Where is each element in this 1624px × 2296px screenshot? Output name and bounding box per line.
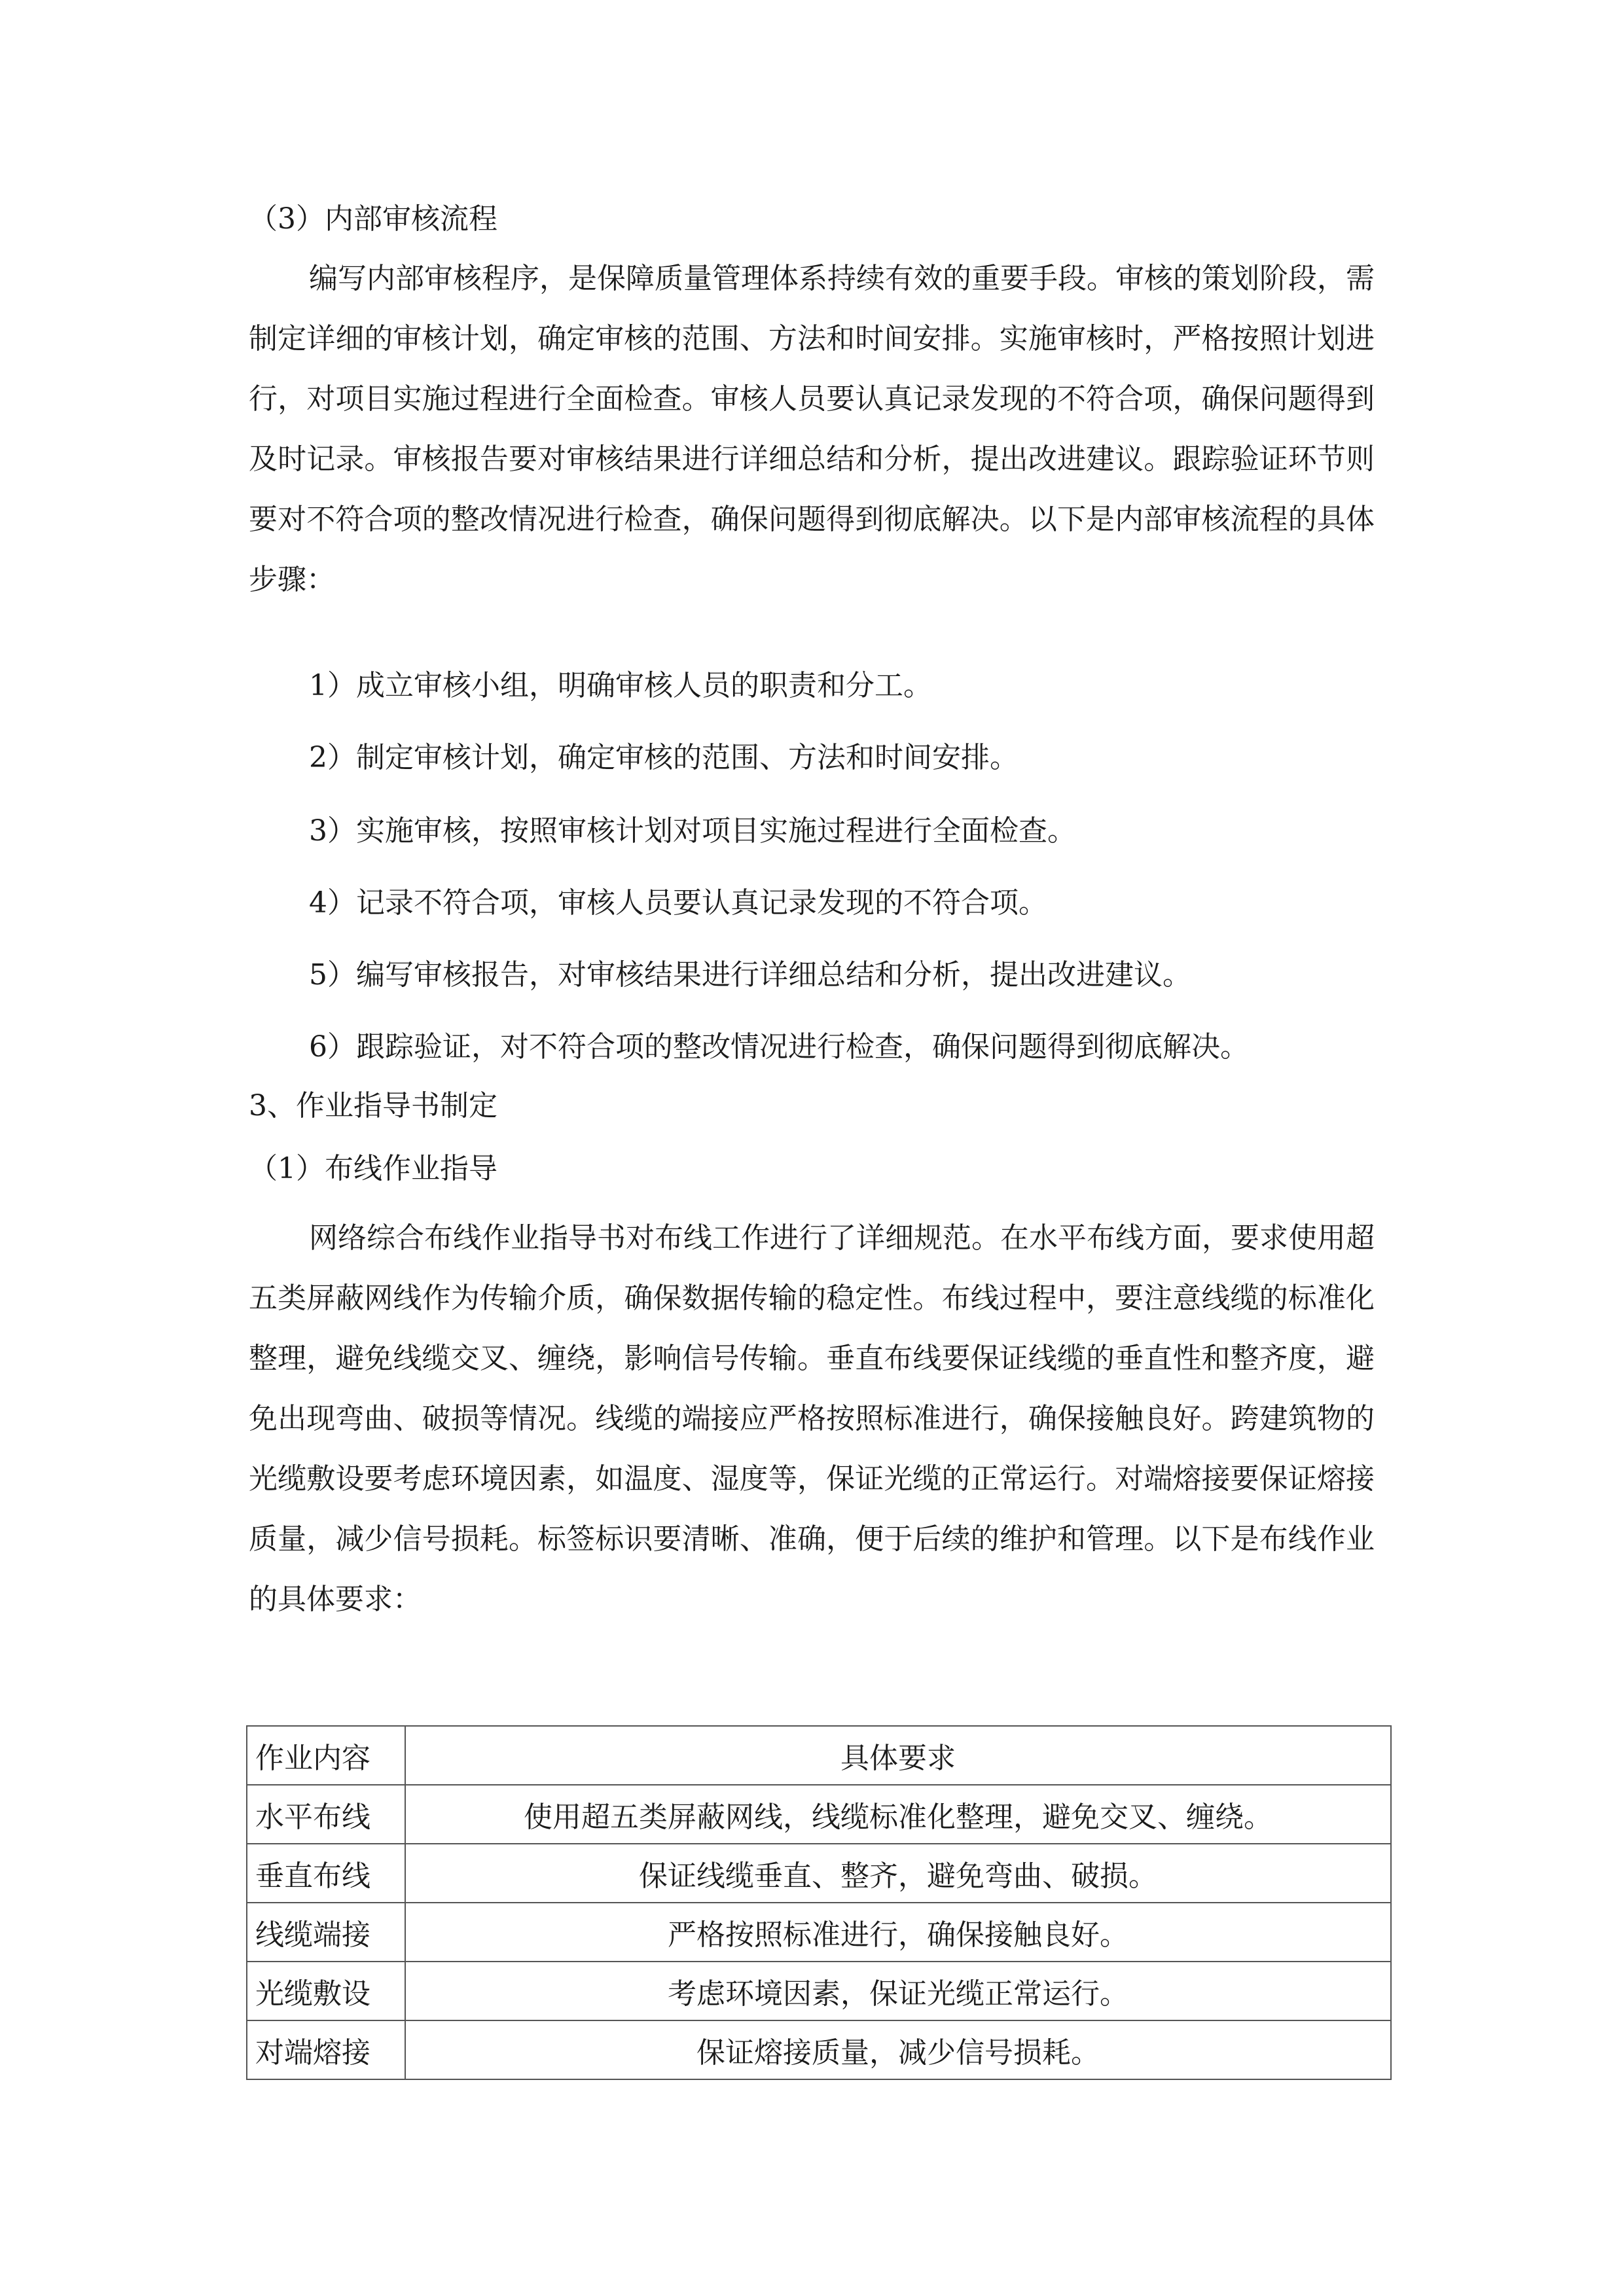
cabling-requirements-table xyxy=(246,1725,1392,2080)
section-heading-internal-audit: （3）内部审核流程 xyxy=(249,202,497,236)
table-row xyxy=(247,1903,1391,1962)
table-cell-item: 水平布线 xyxy=(247,1785,405,1844)
section-heading-work-instruction: 3、作业指导书制定 xyxy=(249,1089,497,1122)
table-cell-requirement: 保证熔接质量，减少信号损耗。 xyxy=(405,2020,1391,2079)
table-cell-item: 光缆敷设 xyxy=(247,1962,405,2020)
table-row xyxy=(247,1785,1391,1844)
table-cell-item: 线缆端接 xyxy=(247,1903,405,1962)
section-heading-cabling: （1）布线作业指导 xyxy=(249,1152,497,1185)
table-header-cell: 作业内容 xyxy=(247,1726,405,1785)
table-header-row xyxy=(247,1726,1391,1785)
table-header-cell: 具体要求 xyxy=(405,1726,1391,1785)
table-cell-requirement: 使用超五类屏蔽网线，线缆标准化整理，避免交叉、缠绕。 xyxy=(405,1785,1391,1844)
cabling-paragraph: 网络综合布线作业指导书对布线工作进行了详细规范。在水平布线方面，要求使用超五类屏蔽网线作为传输介质，确保数据传输的稳定性。布线过程中，要注意线缆的标准化整理，避免线缆交叉、缠绕，影响信号传输。垂直布线要保证线缆的垂直性和整齐度，避免出现弯曲、破损等情况。线缆的端接应严格按照标准进行，确保接触良好。跨建筑物的光缆敷设要考虑环境因素，如温度、湿度等，保证光缆的正常运行。对端熔接要保证熔接质量，减少信号损耗。标签标识要清晰、准确，便于后续的维护和管理。以下是布线作业的具体要求： xyxy=(249,1221,1375,1616)
audit-step-2: 2）制定审核计划，确定审核的范围、方法和时间安排。 xyxy=(309,741,1019,774)
audit-step-6: 6）跟踪验证，对不符合项的整改情况进行检查，确保问题得到彻底解决。 xyxy=(309,1030,1249,1064)
audit-step-5: 5）编写审核报告，对审核结果进行详细总结和分析，提出改进建议。 xyxy=(309,958,1191,992)
internal-audit-paragraph: 编写内部审核程序，是保障质量管理体系持续有效的重要手段。审核的策划阶段，需制定详细的审核计划，确定审核的范围、方法和时间安排。实施审核时，严格按照计划进行，对项目实施过程进行全面检查。审核人员要认真记录发现的不符合项，确保问题得到及时记录。审核报告要对审核结果进行详细总结和分析，提出改进建议。跟踪验证环节则要对不符合项的整改情况进行检查，确保问题得到彻底解决。以下是内部审核流程的具体步骤： xyxy=(249,262,1375,596)
table-row xyxy=(247,1844,1391,1903)
table-row xyxy=(247,1962,1391,2020)
table-cell-item: 垂直布线 xyxy=(247,1844,405,1903)
table-cell-requirement: 严格按照标准进行，确保接触良好。 xyxy=(405,1903,1391,1962)
table-cell-requirement: 保证线缆垂直、整齐，避免弯曲、破损。 xyxy=(405,1844,1391,1903)
table-cell-item: 对端熔接 xyxy=(247,2020,405,2079)
table-cell-requirement: 考虑环境因素，保证光缆正常运行。 xyxy=(405,1962,1391,2020)
table-row xyxy=(247,2020,1391,2079)
audit-step-4: 4）记录不符合项，审核人员要认真记录发现的不符合项。 xyxy=(309,886,1047,920)
audit-step-1: 1）成立审核小组，明确审核人员的职责和分工。 xyxy=(309,669,932,702)
audit-step-3: 3）实施审核，按照审核计划对项目实施过程进行全面检查。 xyxy=(309,814,1076,848)
